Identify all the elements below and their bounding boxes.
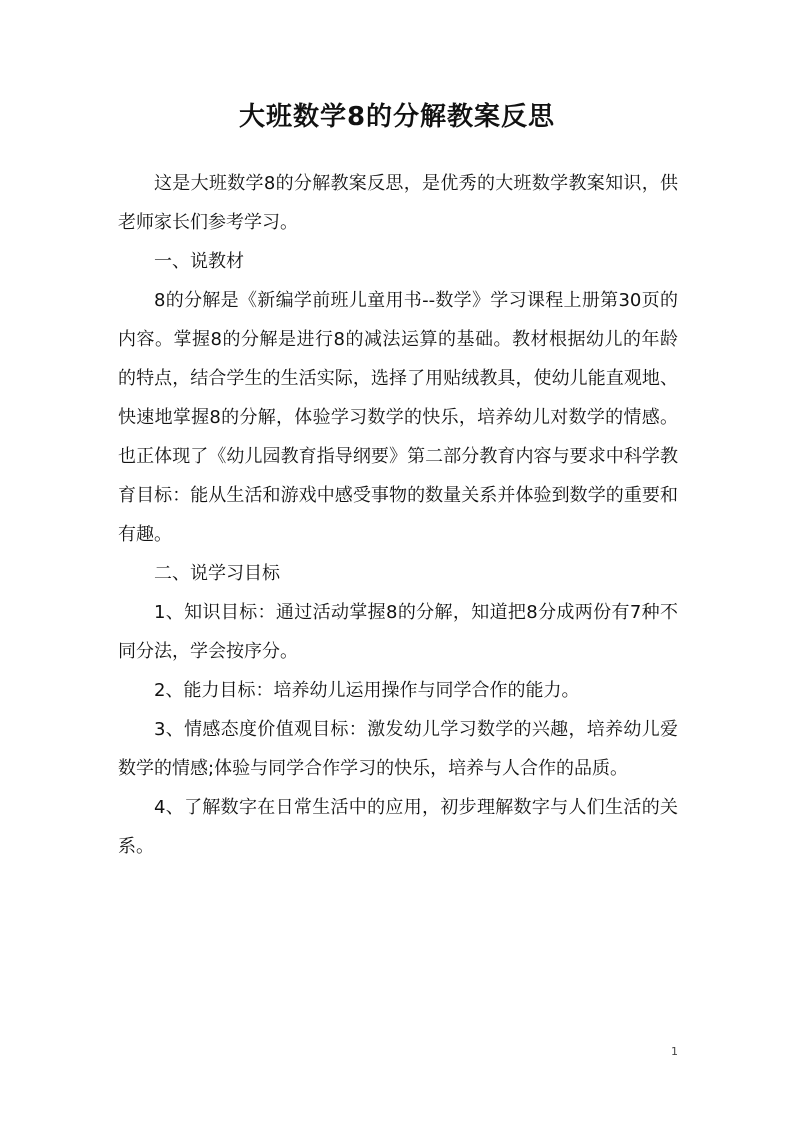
objective-knowledge: 1、知识目标：通过活动掌握8的分解，知道把8分成两份有7种不同分法，学会按序分。 [118,602,678,662]
document-title: 大班数学8的分解教案反思 [238,102,556,132]
objective-emotion: 3、情感态度价值观目标：激发幼儿学习数学的兴趣，培养幼儿爱数学的情感;体验与同学合作学习的快乐，培养与人合作的品质。 [118,719,678,779]
objective-application: 4、了解数字在日常生活中的应用，初步理解数字与人们生活的关系。 [118,797,678,857]
section-heading-objectives: 二、说学习目标 [154,563,280,584]
objective-ability: 2、能力目标：培养幼儿运用操作与同学合作的能力。 [154,680,580,701]
document-body [118,164,678,866]
section-heading-textbook: 一、说教材 [154,251,244,272]
page-number: 1 [671,1045,678,1058]
intro-paragraph: 这是大班数学8的分解教案反思，是优秀的大班数学教案知识，供老师家长们参考学习。 [118,173,678,233]
textbook-paragraph: 8的分解是《新编学前班儿童用书--数学》学习课程上册第30页的内容。掌握8的分解是进行8的减法运算的基础。教材根据幼儿的年龄的特点，结合学生的生活实际，选择了用贴绒教具，使幼儿能直观地、快速地掌握8的分解，体验学习数学的快乐，培养幼儿对数学的情感。也正体现了《幼儿园教育指导纲要》第二部分教育内容与要求中科学教育目标：能从生活和游戏中感受事物的数量关系并体验到数学的重要和有趣。 [118,290,678,545]
